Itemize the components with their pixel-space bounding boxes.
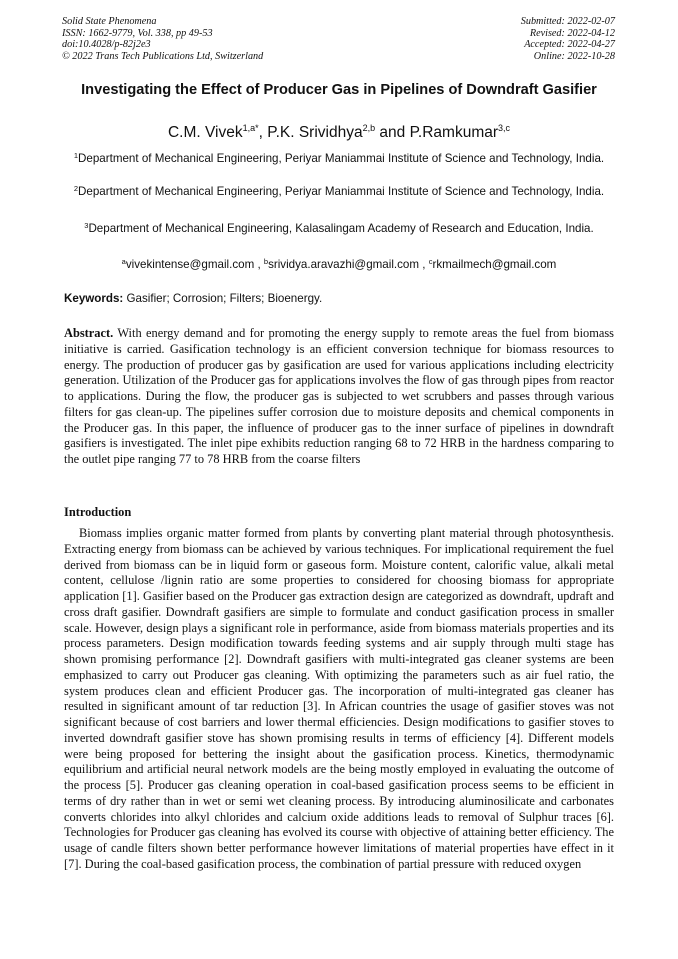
email-list bbox=[62, 257, 616, 272]
doi-line[interactable]: doi:10.4028/p-82j2e3 bbox=[62, 39, 151, 51]
introduction-heading: Introduction bbox=[64, 505, 132, 519]
author-name: P.K. Srividhya bbox=[267, 124, 363, 141]
paper-title: Investigating the Effect of Producer Gas in Pipelines of Downdraft Gasifier bbox=[81, 82, 597, 98]
email-mark: c bbox=[428, 257, 433, 266]
email-mark: b bbox=[263, 257, 269, 266]
author-name: C.M. Vivek bbox=[167, 124, 243, 141]
keywords bbox=[64, 291, 614, 306]
revised-date: Revised: 2022-04-12 bbox=[529, 27, 615, 39]
submitted-date: Submitted: 2022-02-07 bbox=[520, 16, 615, 27]
abstract-text: With energy demand and for promoting the energy supply to remote areas the fuel from biomass initiative is carried. Gasification technology is an efficient conversion technique for biomass resources to energy. The production of producer gas by gasification are used for various applications including electricity generation. Utilization of the Producer gas for applications involves the flow of gas through pipes from reactor to applications. During the flow, the producer gas is subjected to wet scrubbers and passes through various filters for gas clean-up. The pipelines suffer corrosion due to moisture deposits and chemical components in the Producer gas. In this paper, the influence of producer gas to the inner surface of pipelines in downdraft gasifiers is investigated. The inlet pipe exhibits reduction ranging 68 to 72 HRB in the hardness comparing to the outlet pipe ranging 77 to 78 HRB from the coarse filters bbox=[64, 326, 614, 466]
email-mark: a bbox=[121, 257, 126, 266]
abstract-label: Abstract. bbox=[64, 326, 114, 340]
affiliation-text: Department of Mechanical Engineering, Kalasalingam Academy of Research and Education, India. bbox=[88, 222, 594, 235]
email-separator: , bbox=[419, 258, 429, 271]
affiliation-text: Department of Mechanical Engineering, Periyar Maniammai Institute of Science and Technology, India. bbox=[78, 185, 605, 198]
author-affiliation-mark: 2,b bbox=[362, 123, 376, 133]
copyright-line: © 2022 Trans Tech Publications Ltd, Switzerland bbox=[62, 50, 264, 62]
email-address[interactable]: srividya.aravazhi@gmail.com bbox=[268, 258, 420, 271]
affiliation bbox=[62, 184, 616, 199]
publication-dates bbox=[521, 16, 615, 62]
keywords-label: Keywords: bbox=[64, 292, 124, 305]
affiliation-mark: 1 bbox=[73, 151, 79, 160]
journal-name: Solid State Phenomena bbox=[62, 16, 157, 27]
affiliation bbox=[62, 151, 616, 166]
online-date: Online: 2022-10-28 bbox=[533, 50, 615, 62]
issn-line: ISSN: 1662-9779, Vol. 338, pp 49-53 bbox=[62, 27, 213, 39]
accepted-date: Accepted: 2022-04-27 bbox=[524, 39, 615, 51]
author-list bbox=[62, 123, 616, 143]
affiliation-mark: 2 bbox=[73, 184, 79, 193]
email-address[interactable]: rkmailmech@gmail.com bbox=[432, 258, 557, 271]
keywords-text: Gasifier; Corrosion; Filters; Bioenergy. bbox=[126, 292, 323, 305]
abstract bbox=[64, 326, 614, 468]
author-affiliation-mark: 3,c bbox=[498, 123, 511, 133]
author-name: P.Ramkumar bbox=[409, 124, 499, 141]
author-separator: and bbox=[375, 124, 410, 141]
affiliation-mark: 3 bbox=[84, 221, 89, 230]
email-address[interactable]: vivekintense@gmail.com bbox=[125, 258, 255, 271]
affiliation bbox=[62, 221, 616, 236]
author-separator: , bbox=[258, 124, 268, 141]
author-affiliation-mark: 1,a* bbox=[242, 123, 259, 133]
introduction-paragraph: Biomass implies organic matter formed from plants by converting plant material through photosynthesis. Extracting energy from biomass can be achieved by various techniques. For implicational requirement the fuel derived from biomass can be in liquid form or gaseous form. Moisture content, calorific value, alkali metal content, cellulose /lignin ratio are some properties to considered for choosing biomass for appropriate application [1]. Gasifier based on the Producer gas extraction design are categorized as downdraft, updraft and cross draft gasifier. Downdraft gasifiers are simple to formulate and conduct gasification process in smaller scale. However, design plays a significant role in performance, aside from biomass materials properties and its process parameters. Design modification towards feeding systems and air supply through multi stage has shown promising performance [2]. Downdraft gasifiers with multi-integrated gas cleaner systems are been emphasized to carry out Producer gas cleaning. With optimizing the parameters such as air fuel ratio, the system produces clean and efficient Producer gas. The incorporation of multi-integrated gas cleaner has resulted in significant amount of tar reduction [3]. In African countries the usage of gasifier stoves was not significant because of cost barriers and lower thermal efficiencies. Design modifications to gasifier stoves to inverted downdraft gasifier stove has shown promising results in terms of efficiency [4]. Different models were being proposed for bettering the insight about the gasification process. Kinetics, thermodynamic equilibrium and artificial neural network models are the being mostly employed in evaluating the outcome of the process [5]. Producer gas cleaning operation in coal-based gasification process seems to be efficient in terms of dry rather than in wet or semi wet cleaning process. By introducing aluminosilicate and carbonates converts chlorides into alkyl chlorides and calcium oxide additions leads to removal of Sulphur traces [6]. Technologies for Producer gas cleaning has evolved its course with objective of attaining better efficiency. The usage of candle filters shown better performance however limitations of material properties have effect in it [7]. During the coal-based gasification process, the combination of partial pressure with reduced oxygen bbox=[64, 526, 614, 871]
affiliation-text: Department of Mechanical Engineering, Periyar Maniammai Institute of Science and Technology, India. bbox=[78, 152, 605, 165]
publication-info bbox=[62, 16, 263, 62]
email-separator: , bbox=[254, 258, 264, 271]
